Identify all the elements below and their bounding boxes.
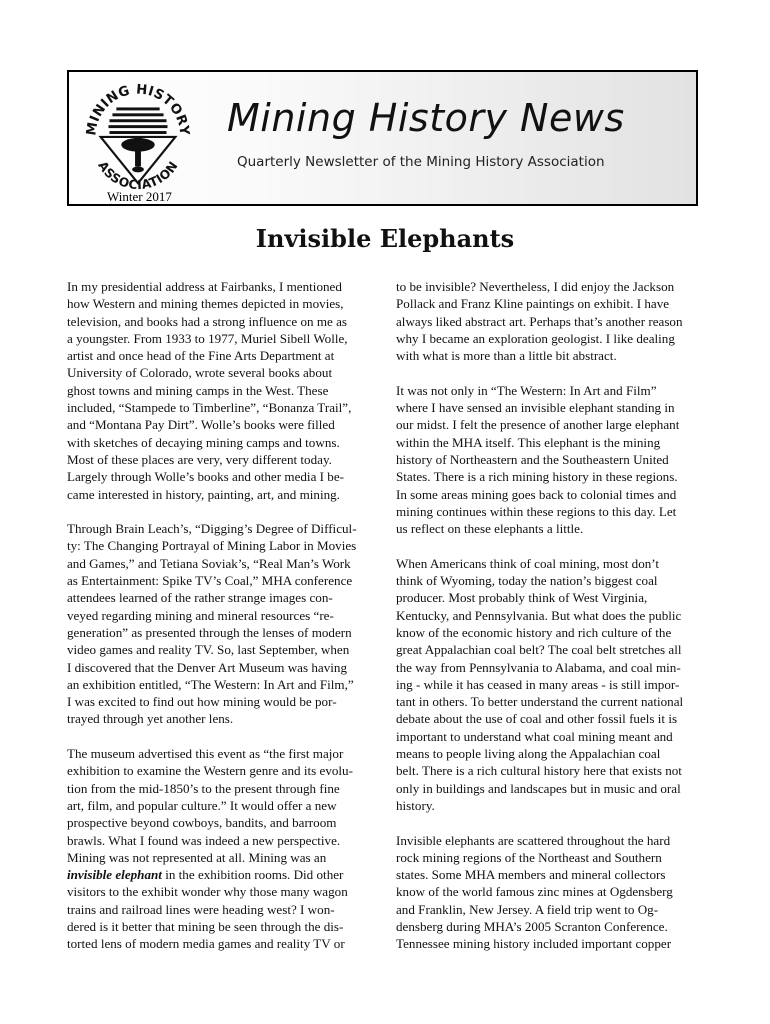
text-line: producer. Most probably think of West Virginia, [396, 590, 648, 606]
text-line: rock mining regions of the Northeast and Southern [396, 849, 662, 865]
text-line: television, and books had a strong influence on me as [67, 313, 347, 329]
text-line: debate about the use of coal and other fossil fuels it is [396, 711, 678, 727]
text-line: an exhibition entitled, “The Western: In Art and Film,” [67, 676, 354, 692]
left-column [67, 278, 375, 953]
text-line: to be invisible? Nevertheless, I did enjoy the Jackson [396, 279, 675, 294]
text-line: I was excited to find out how mining would be por- [67, 694, 337, 710]
text-line: ing - while it has ceased in many areas - is still impor- [396, 676, 680, 692]
logo-top-text: MINING HISTORY [84, 82, 192, 137]
text-line: us reflect on these elephants a little. [396, 521, 584, 537]
article-title: Invisible Elephants [255, 224, 515, 253]
text-line: torted lens of modern media games and reality TV or [67, 936, 345, 952]
text-line: It was not only in “The Western: In Art and Film” [396, 382, 657, 398]
text-line: Invisible elephants are scattered throughout the hard [396, 832, 671, 848]
text-line: generation” as presented through the lenses of modern [67, 624, 352, 640]
paragraph [396, 278, 702, 364]
text-line: and Franklin, New Jersey. A field trip went to Og- [396, 901, 659, 917]
text-line: Largely through Wolle’s books and other media I be- [67, 469, 345, 485]
newsletter-subtitle: Quarterly Newsletter of the Mining History Association [237, 154, 605, 170]
paragraph [396, 382, 702, 538]
text-line: a youngster. From 1933 to 1977, Muriel Sibell Wolle, [67, 330, 348, 346]
text-line: with sketches of decaying mining camps and towns. [67, 434, 340, 450]
text-line: the way from Pennsylvania to Alabama, and coal min- [396, 659, 681, 675]
text-line: densberg during MHA’s 2005 Scranton Conference. [396, 918, 668, 934]
text-line: mining continues within these regions to this day. Let [396, 503, 677, 519]
text-line: belt. There is a rich cultural history here that exists not [396, 763, 682, 779]
text-line: In some areas mining goes back to colonial times and [396, 486, 677, 502]
masthead [67, 70, 698, 206]
logo-stripes [109, 107, 168, 134]
text-line: think of Wyoming, today the nation’s biggest coal [396, 573, 658, 589]
text-line: States. There is a rich mining history in these regions. [396, 469, 678, 485]
text-line: artist and once head of the Fine Arts Department at [67, 348, 335, 364]
emphasis-invisible-elephant: invisible elephant [67, 867, 162, 883]
text-line: how Western and mining themes depicted in movies, [67, 296, 344, 312]
text-line: Mining was not represented at all. Mining was an [67, 849, 327, 865]
text-line: know of the economic history and rich culture of the [396, 624, 672, 640]
text-line: Kentucky, and Pennsylvania. But what does the public [396, 607, 682, 623]
text-line: University of Colorado, wrote several books about [67, 365, 333, 381]
text-line: with what is more than a little bit abstract. [396, 348, 617, 364]
text-line: means to people living along the Appalachian coal [396, 746, 661, 762]
paragraph [67, 278, 375, 503]
text-line: know of the world famous zinc mines at Ogdensberg [396, 884, 673, 900]
logo-bottom-text: ASSOCIATION [95, 158, 181, 193]
text-line: and “Montana Pay Dirt”. Wolle’s books were filled [67, 417, 335, 433]
text-line: within the MHA itself. This elephant is the mining [396, 434, 661, 450]
text-line: veyed regarding mining and mineral resources “re- [67, 607, 334, 623]
text-line: where I have sensed an invisible elephant standing in [396, 400, 675, 416]
text-line: important to understand what coal mining meant and [396, 728, 673, 744]
text-line: only in buildings and landscapes but in music and oral [396, 780, 681, 796]
right-column [396, 278, 702, 953]
logo-pan [121, 138, 154, 152]
text-line: ty: The Changing Portrayal of Mining Labor in Movies [67, 538, 357, 554]
text-line: as Entertainment: Spike TV’s Coal,” MHA conference [67, 573, 353, 589]
text-line [67, 866, 375, 883]
text-line: tion from the mid-1850’s to the present through fine [67, 780, 340, 796]
text-line: dered is it better that mining be seen through the dis- [67, 918, 344, 934]
text-line: history. [396, 797, 435, 813]
text-line: The museum advertised this event as “the first major [67, 746, 344, 762]
text-line: I discovered that the Denver Art Museum was having [67, 659, 347, 675]
text-line: tant in others. To better understand the current national [396, 694, 684, 710]
text-line: brawls. What I found was indeed a new perspective. [67, 832, 341, 848]
text-line: Pollack and Franz Kline paintings on exhibit. I have [396, 296, 670, 312]
newsletter-title: Mining History News [227, 96, 625, 140]
association-logo [79, 75, 197, 193]
text-line: prospective beyond cowboys, bandits, and barroom [67, 815, 337, 831]
paragraph [396, 555, 702, 814]
paragraph [396, 832, 702, 953]
issue-season: Winter 2017 [107, 189, 172, 204]
text-line: and Games,” and Tetiana Soviak’s, “Real Man’s Work [67, 555, 351, 571]
text-line: our midst. I felt the presence of another large elephant [396, 417, 680, 433]
text-line: Through Brain Leach’s, “Digging’s Degree of Difficul- [67, 521, 357, 537]
text-fragment: in the exhibition rooms. Did other [161, 867, 344, 883]
text-line: Tennessee mining history included important copper [396, 936, 672, 952]
text-line: When Americans think of coal mining, most don’t [396, 555, 660, 571]
text-line: included, “Stampede to Timberline”, “Bonanza Trail”, [67, 400, 352, 416]
text-line: visitors to the exhibit wonder why those many wagon [67, 884, 348, 900]
text-line: ghost towns and mining camps in the West. These [67, 382, 329, 398]
paragraph [67, 745, 375, 953]
text-line: states. Some MHA members and mineral collectors [396, 867, 666, 883]
text-line: Most of these places are very, very different today. [67, 451, 332, 467]
text-line: why I became an exploration geologist. I like dealing [396, 330, 675, 346]
text-line: history of Northeastern and the Southeastern United [396, 451, 669, 467]
text-line: video games and reality TV. So, last September, when [67, 642, 350, 658]
text-line: trayed through yet another lens. [67, 711, 234, 727]
paragraph [67, 520, 375, 728]
text-line: always liked abstract art. Perhaps that’s another reason [396, 313, 683, 329]
text-line: great Appalachian coal belt? The coal belt stretches all [396, 642, 682, 658]
text-line: exhibition to examine the Western genre and its evolu- [67, 763, 353, 779]
text-line: came interested in history, painting, art, and mining. [67, 486, 340, 502]
text-line: art, film, and popular culture.” It would offer a new [67, 797, 337, 813]
text-line: attendees learned of the rather strange images con- [67, 590, 333, 606]
text-line: In my presidential address at Fairbanks, I mentioned [67, 279, 342, 294]
text-line: trains and railroad lines were heading west? I won- [67, 901, 335, 917]
